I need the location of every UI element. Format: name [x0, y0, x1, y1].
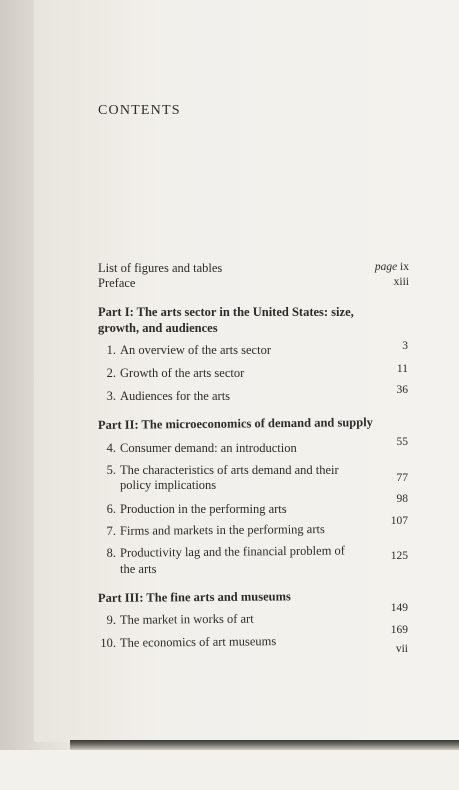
chapter-title: Production in the performing arts — [120, 502, 287, 516]
toc-entry-figures-tables: List of figures and tables — [98, 261, 223, 275]
toc-chapter-8-cont: the arts — [120, 562, 157, 576]
toc-page-chapter-10: 169 — [390, 624, 408, 636]
chapter-title: Audiences for the arts — [120, 389, 231, 403]
toc-page-chapter-2: 11 — [396, 363, 408, 375]
toc-page-chapter-3: 36 — [396, 384, 408, 396]
toc-chapter-4 — [98, 441, 297, 456]
chapter-title: Consumer demand: an introduction — [120, 441, 297, 455]
chapter-number: 9. — [106, 612, 117, 627]
chapter-number: 3. — [106, 389, 116, 403]
toc-page-preface: xiii — [393, 276, 409, 288]
chapter-number: 5. — [106, 463, 116, 477]
toc-entry-preface: Preface — [98, 276, 136, 290]
chapter-title: An overview of the arts sector — [120, 343, 271, 357]
page-number: ix — [400, 261, 409, 273]
chapter-number: 2. — [106, 366, 116, 380]
chapter-title: Firms and markets in the performing arts — [119, 522, 325, 538]
toc-page-figures-tables — [349, 261, 409, 273]
chapter-number: 4. — [106, 441, 116, 455]
toc-chapter-1 — [98, 343, 271, 358]
toc-page-chapter-7: 107 — [390, 515, 408, 527]
chapter-title: The market in works of art — [119, 611, 254, 627]
chapter-title: Productivity lag and the financial problem of — [119, 543, 346, 560]
contents-heading: CONTENTS — [98, 103, 181, 118]
chapter-number: 10. — [100, 635, 117, 650]
toc-chapter-5 — [98, 463, 339, 478]
background-surface — [0, 750, 459, 790]
toc-page-chapter-1: 3 — [402, 340, 408, 352]
toc-page-chapter-4: 55 — [396, 436, 408, 448]
part-1-title-cont: growth, and audiences — [98, 321, 218, 335]
toc-chapter-10 — [98, 634, 276, 651]
toc-chapter-8 — [98, 543, 345, 561]
chapter-title: The characteristics of arts demand and their — [120, 463, 339, 477]
toc-chapter-7 — [98, 522, 325, 539]
part-2-title: Part II: The microeconomics of demand and supply — [97, 415, 373, 432]
toc-chapter-5-cont: policy implications — [120, 478, 217, 492]
toc-page-chapter-6: 98 — [396, 493, 408, 505]
chapter-number: 8. — [106, 545, 117, 560]
chapter-title: The economics of art museums — [119, 634, 277, 650]
chapter-number: 1. — [106, 343, 116, 357]
toc-chapter-6 — [98, 502, 287, 517]
toc-page-chapter-8: 125 — [390, 550, 408, 562]
chapter-number: 7. — [106, 523, 117, 538]
chapter-number: 6. — [106, 502, 116, 516]
toc-chapter-3 — [98, 389, 230, 404]
toc-chapter-2 — [98, 366, 244, 381]
page-folio: vii — [395, 643, 408, 655]
part-3-title: Part III: The fine arts and museums — [97, 589, 291, 605]
page-bottom-edge — [70, 740, 459, 750]
part-1-title: Part I: The arts sector in the United States: size, — [98, 305, 354, 319]
toc-page-chapter-5: 77 — [396, 472, 408, 484]
chapter-title: Growth of the arts sector — [120, 366, 245, 380]
toc-page-chapter-9: 149 — [390, 602, 408, 614]
page-label: page — [374, 261, 398, 273]
toc-chapter-9 — [98, 612, 254, 628]
